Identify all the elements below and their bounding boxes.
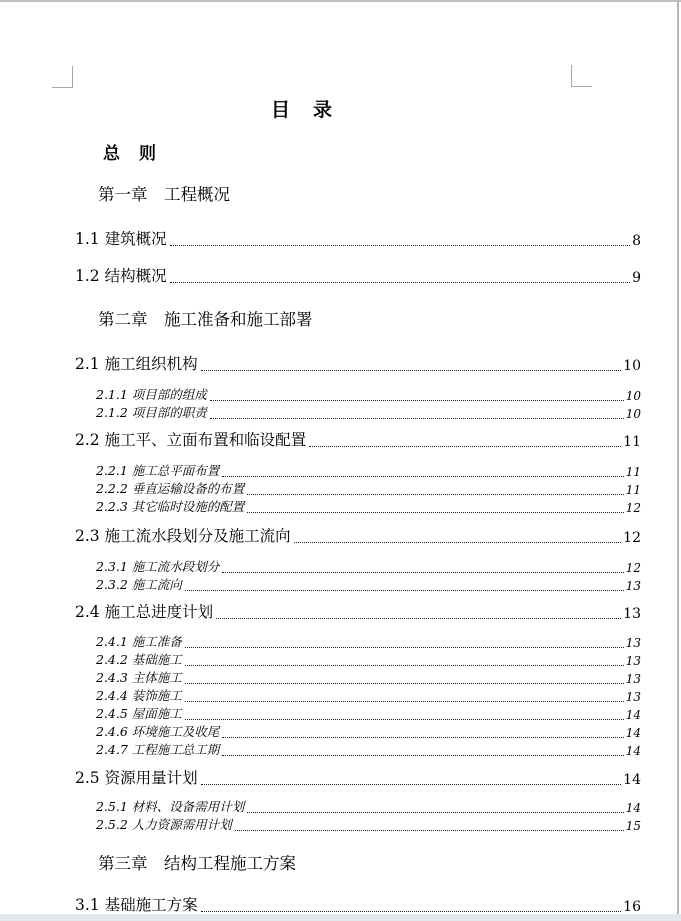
- toc-entry-label: 2.4.6 环境施工及收尾: [96, 724, 220, 739]
- dot-leader: [222, 737, 623, 738]
- dot-leader: [185, 701, 624, 702]
- page-number: 13: [625, 579, 641, 593]
- toc-entry-2-2-2[interactable]: [96, 479, 641, 497]
- dot-leader: [185, 590, 624, 591]
- page-number: 13: [625, 654, 641, 668]
- toc-entry-2-2[interactable]: [75, 428, 641, 450]
- page-number: 11: [625, 465, 641, 479]
- dot-leader: [247, 494, 623, 495]
- toc-entry-label: 2.2.2 垂直运输设备的布置: [96, 481, 245, 496]
- toc-entry-3-1[interactable]: [75, 893, 641, 915]
- toc-entry-label: 2.1.2 项目部的职责: [96, 405, 207, 420]
- page-number: 13: [623, 606, 641, 622]
- dot-leader: [247, 812, 623, 813]
- dot-leader: [235, 830, 624, 831]
- page-number: 14: [625, 726, 641, 740]
- page-number: 11: [625, 483, 641, 497]
- dot-leader: [294, 542, 622, 543]
- toc-entry-2-5-2[interactable]: [96, 815, 641, 833]
- dot-leader: [216, 618, 621, 619]
- dot-leader: [201, 370, 622, 371]
- toc-entry-1-2[interactable]: [75, 264, 641, 286]
- toc-entry-label: 1.1 建筑概况: [75, 230, 167, 248]
- toc-entry-label: 2.2.3 其它临时设施的配置: [96, 499, 245, 514]
- chapter-heading-2: 第二章 施工准备和施工部署: [98, 310, 313, 329]
- toc-entry-2-4-7[interactable]: [96, 740, 641, 758]
- toc-entry-label: 2.4.1 施工准备: [96, 634, 182, 649]
- page-number: 14: [625, 744, 641, 758]
- page-number: 13: [625, 672, 641, 686]
- chapter-heading-1: 第一章 工程概况: [98, 185, 230, 204]
- page-number: 12: [625, 501, 641, 515]
- toc-entry-2-1-2[interactable]: [96, 403, 641, 421]
- toc-entry-label: 2.5.1 材料、设备需用计划: [96, 799, 245, 814]
- toc-entry-label: 2.3.2 施工流向: [96, 577, 182, 592]
- dot-leader: [201, 911, 622, 912]
- toc-entry-2-1-1[interactable]: [96, 385, 641, 403]
- toc-entry-2-3-1[interactable]: [96, 557, 641, 575]
- text-boundary-mark-top-left-icon: [52, 66, 73, 88]
- dot-leader: [170, 282, 631, 283]
- toc-entry-label: 2.4.7 工程施工总工期: [96, 742, 220, 757]
- toc-entry-2-4-3[interactable]: [96, 668, 641, 686]
- toc-entry-label: 2.5 资源用量计划: [75, 769, 198, 787]
- page-number: 16: [623, 899, 641, 915]
- page-number: 13: [625, 690, 641, 704]
- toc-entry-2-3[interactable]: [75, 524, 641, 546]
- toc-entry-1-1[interactable]: [75, 227, 641, 249]
- toc-entry-label: 2.4.2 基础施工: [96, 652, 182, 667]
- toc-entry-2-4-5[interactable]: [96, 704, 641, 722]
- toc-entry-2-1[interactable]: [75, 352, 641, 374]
- page-number: 12: [623, 530, 641, 546]
- dot-leader: [210, 418, 624, 419]
- page-number: 8: [632, 233, 641, 249]
- page-number: 15: [625, 819, 641, 833]
- page-number: 10: [625, 407, 641, 421]
- dot-leader: [170, 245, 631, 246]
- toc-entry-label: 2.4.5 屋面施工: [96, 706, 182, 721]
- page-number: 10: [625, 389, 641, 403]
- toc-entry-2-4-6[interactable]: [96, 722, 641, 740]
- dot-leader: [222, 476, 623, 477]
- page-number: 11: [623, 434, 641, 450]
- page-number: 10: [623, 358, 641, 374]
- dot-leader: [201, 784, 622, 785]
- toc-entry-2-5[interactable]: [75, 766, 641, 788]
- toc-entry-2-5-1[interactable]: [96, 797, 641, 815]
- page-number: 9: [632, 270, 641, 286]
- toc-entry-label: 3.1 基础施工方案: [75, 896, 198, 914]
- toc-entry-2-4-2[interactable]: [96, 650, 641, 668]
- toc-content: [75, 0, 641, 921]
- dot-leader: [185, 719, 624, 720]
- page-number: 14: [625, 708, 641, 722]
- page-number: 14: [623, 772, 641, 788]
- dot-leader: [210, 400, 624, 401]
- dot-leader: [222, 572, 623, 573]
- toc-entry-label: 2.2.1 施工总平面布置: [96, 463, 220, 478]
- toc-entry-label: 2.2 施工平、立面布置和临设配置: [75, 431, 307, 449]
- toc-entry-label: 1.2 结构概况: [75, 267, 167, 285]
- page-number: 12: [625, 561, 641, 575]
- page-number: 13: [625, 636, 641, 650]
- page-right-edge: [677, 0, 679, 914]
- toc-entry-2-3-2[interactable]: [96, 575, 641, 593]
- toc-entry-label: 2.4.4 装饰施工: [96, 688, 182, 703]
- toc-entry-label: 2.5.2 人力资源需用计划: [96, 817, 232, 832]
- dot-leader: [185, 665, 624, 666]
- toc-entry-2-2-3[interactable]: [96, 497, 641, 515]
- page-number: 14: [625, 801, 641, 815]
- dot-leader: [309, 446, 621, 447]
- toc-entry-label: 2.3 施工流水段划分及施工流向: [75, 527, 291, 545]
- toc-entry-label: 2.1 施工组织机构: [75, 355, 198, 373]
- toc-entry-2-4-1[interactable]: [96, 632, 641, 650]
- dot-leader: [185, 647, 624, 648]
- chapter-heading-3: 第三章 结构工程施工方案: [98, 854, 296, 873]
- toc-entry-2-4-4[interactable]: [96, 686, 641, 704]
- dot-leader: [247, 512, 623, 513]
- toc-entry-label: 2.1.1 项目部的组成: [96, 387, 207, 402]
- toc-entry-2-4[interactable]: [75, 600, 641, 622]
- toc-entry-label: 2.3.1 施工流水段划分: [96, 559, 220, 574]
- page-title: 目 录: [271, 99, 335, 121]
- toc-entry-label: 2.4 施工总进度计划: [75, 603, 214, 621]
- toc-entry-label: 2.4.3 主体施工: [96, 670, 182, 685]
- toc-entry-2-2-1[interactable]: [96, 461, 641, 479]
- dot-leader: [185, 683, 624, 684]
- dot-leader: [222, 755, 623, 756]
- general-provisions-heading: 总 则: [103, 144, 157, 164]
